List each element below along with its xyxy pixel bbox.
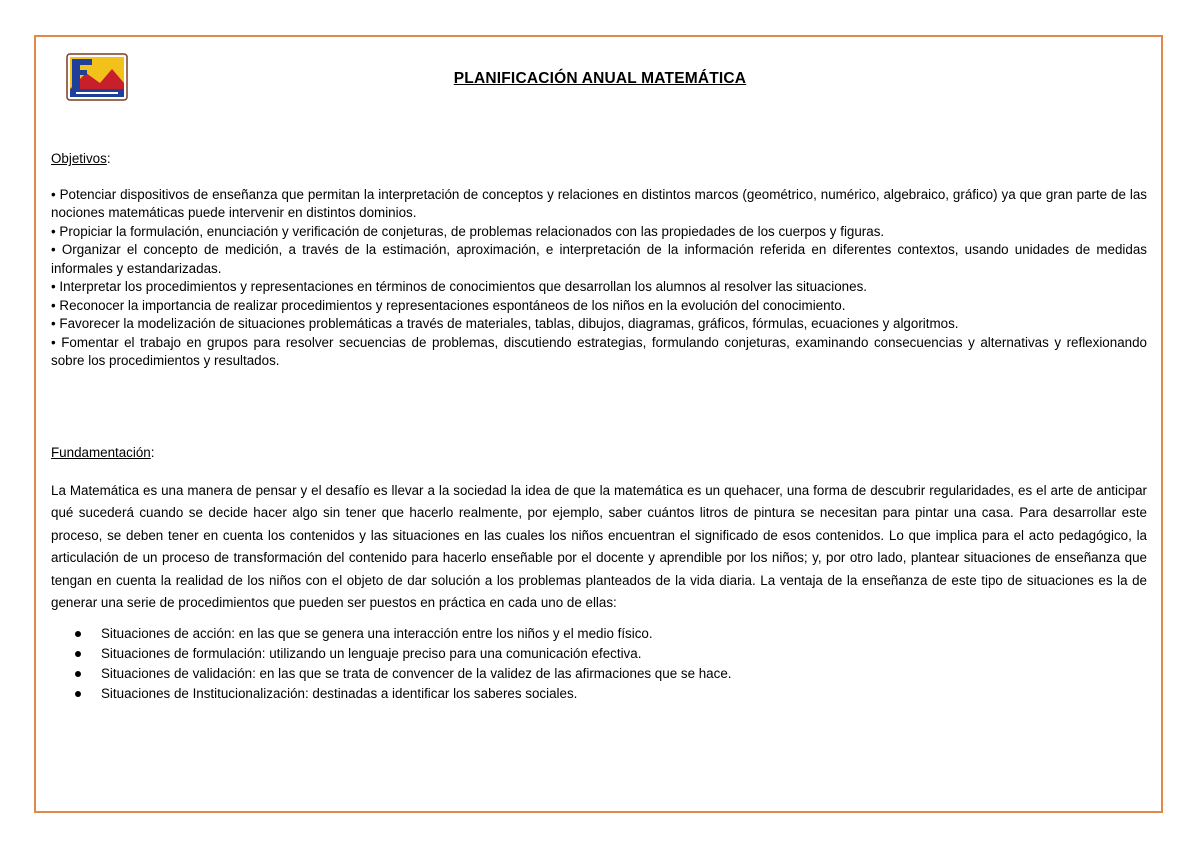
fundamentacion-heading: Fundamentación: [51,445,155,460]
situation-item: Situaciones de Institucionalización: destinadas a identificar los saberes sociales. [101,684,1147,704]
objective-item: • Interpretar los procedimientos y representaciones en términos de conocimientos que desarrollan los alumnos al resolver las situaciones. [51,279,867,294]
situation-item: Situaciones de acción: en las que se genera una interacción entre los niños y el medio físico. [101,624,1147,644]
objective-item: • Favorecer la modelización de situaciones problemáticas a través de materiales, tablas, dibujos, diagramas, gráficos, fórmulas, ecuaciones y algoritmos. [51,316,959,331]
objective-item: • Reconocer la importancia de realizar procedimientos y representaciones espontáneos de los niños en la evolución del conocimiento. [51,297,846,313]
document-title: PLANIFICACIÓN ANUAL MATEMÁTICA [453,70,747,87]
fundamentacion-section [51,444,1147,704]
objective-item: • Fomentar el trabajo en grupos para resolver secuencias de problemas, discutiendo estrategias, formulando conjeturas, examinando consecuencias y alternativas y reflexionando sobre los procedimientos y resultados. [51,334,1147,368]
objective-item: • Propiciar la formulación, enunciación y verificación de conjeturas, de problemas relacionados con las propiedades de los cuerpos y figuras. [51,223,885,239]
objectives-heading: Objetivos: [51,151,111,166]
situations-list [51,624,1147,704]
objective-item: • Organizar el concepto de medición, a través de la estimación, aproximación, e interpretación de la información referida en diferentes contextos, usando unidades de medidas informales y estandarizadas. [51,242,1147,276]
situation-item: Situaciones de validación: en las que se trata de convencer de la validez de las afirmaciones que se hace. [101,664,1147,684]
objective-item: • Potenciar dispositivos de enseñanza que permitan la interpretación de conceptos y relaciones en distintos marcos (geométrico, numérico, algebraico, gráfico) ya que gran parte de las nociones matemáticas puede intervenir en distintos dominios. [51,186,1147,220]
objectives-section [51,150,1147,371]
fundamentacion-paragraph: La Matemática es una manera de pensar y el desafío es llevar a la sociedad la idea de que la matemática es un quehacer, una forma de descubrir regularidades, es el arte de anticipar qué sucederá cuando se decide hacer algo sin tener que hacerlo realmente, por ejemplo, saber cuántos litros de pintura se necesitan para pintar una casa. Para desarrollar este proceso, se deben tener en cuenta los contenidos y las situaciones en las cuales los niños encuentran el significado de esos contenidos. Lo que implica para el acto pedagógico, la articulación de un proceso de transformación del contenido para hacerlo enseñable por el docente y aprendible por los niños; y, por otro lado, plantear situaciones de enseñanza que tengan en cuenta la realidad de los niños con el objeto de dar solución a los problemas planteados de la vida diaria. La ventaja de la enseñanza de este tipo de situaciones es la de generar una serie de procedimientos que pueden ser puestos en práctica en cada uno de ellas: [51,482,1147,610]
situation-item: Situaciones de formulación: utilizando un lenguaje preciso para una comunicación efectiva. [101,644,1147,664]
objectives-list [51,186,1147,371]
